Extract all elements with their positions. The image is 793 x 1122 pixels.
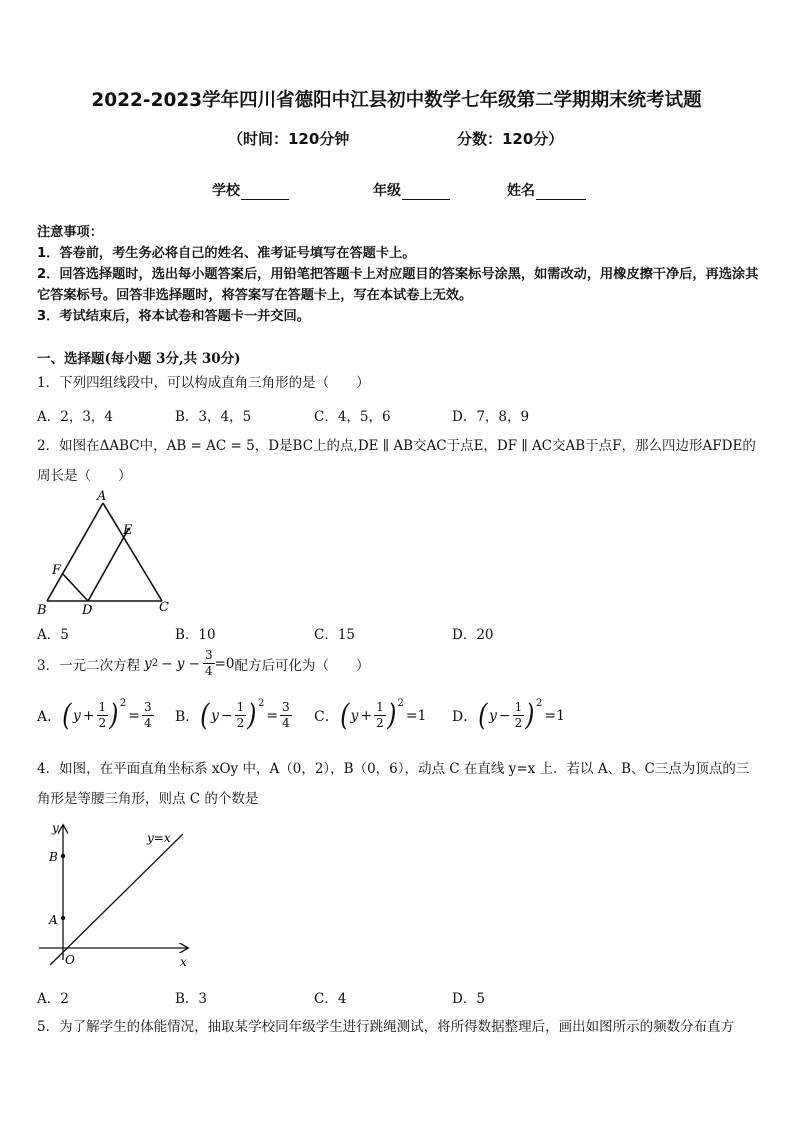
name-blank[interactable] — [536, 185, 586, 200]
q2-option-b[interactable]: B．10 — [175, 627, 216, 643]
label-e: E — [123, 523, 133, 538]
q3-option-c[interactable]: C． ( y + $\frac{1}{2}$ ) $^2$ =1 — [314, 698, 427, 733]
label-d: D — [82, 603, 93, 618]
exam-time: （时间：120分钟 — [228, 130, 350, 148]
notice-block — [37, 222, 762, 327]
q2-option-c[interactable]: C．15 — [314, 627, 356, 643]
label-f: F — [52, 563, 62, 578]
point-a — [61, 916, 65, 920]
segment-de — [88, 528, 129, 601]
label-b: B — [37, 603, 47, 618]
q5-stem: 5．为了解学生的体能情况，抽取某学校同年级学生进行跳绳测试，将所得数据整理后，画出如图所示的频数分布直方 — [37, 1019, 735, 1035]
q3-option-a[interactable]: A． ( y + $\frac{1}{2}$ ) $^2$ = $\frac{3}{4}$ — [37, 698, 152, 733]
origin-label: O — [65, 953, 75, 967]
school-blank[interactable] — [241, 185, 289, 200]
line-y-equals-x — [50, 834, 183, 965]
q2-stem: 2．如图在ΔABC中，AB = AC = 5，D是BC上的点,DE ∥ AB交AC于点E，DF ∥ AC交AB于点F，那么四边形AFDE的周长是（ ） — [37, 438, 756, 484]
q1-option-b[interactable]: B．3，4，5 — [175, 409, 252, 425]
q4-option-a[interactable]: A．2 — [37, 991, 69, 1007]
point-b-label: B — [49, 850, 58, 864]
q1-option-c[interactable]: C．4，5，6 — [314, 409, 391, 425]
grade-blank[interactable] — [402, 185, 450, 200]
notice-item-2: 2．回答选择题时，选出每小题答案后，用铅笔把答题卡上对应题目的答案标号涂黑，如需改动，用橡皮擦干净后，再选涂其它答案标号。回答非选择题时，将答案写在答题卡上，写在本试卷上无效。 — [37, 267, 759, 303]
q2-triangle-figure — [33, 487, 183, 619]
q3-stem: 3．一元二次方程 y 2 − y − $\frac{3}{4}$ =0 配方后可化为（ ） — [37, 648, 370, 678]
q1-stem: 1．下列四组线段中，可以构成直角三角形的是（ ） — [37, 375, 370, 391]
exam-score: 分数：120分） — [457, 130, 564, 148]
side-ac — [103, 503, 162, 601]
q3-stem-mid: − y − — [161, 655, 200, 672]
q3-option-b[interactable]: B． ( y − $\frac{1}{2}$ ) $^2$ = $\frac{3}{4}$ — [175, 698, 290, 733]
q3-stem-rhs: =0 — [214, 655, 235, 672]
q4-option-c[interactable]: C．4 — [314, 991, 347, 1007]
school-field[interactable] — [212, 180, 289, 200]
notice-item-1: 1．答卷前，考生务必将自己的姓名、准考证号填写在答题卡上。 — [37, 246, 416, 261]
q3-stem-var: y — [144, 655, 152, 672]
section-heading: 一、选择题(每小题 3分,共 30分) — [37, 351, 241, 367]
q2-option-d[interactable]: D．20 — [452, 627, 494, 643]
q3-stem-fraction: $\frac{3}{4}$ — [204, 648, 213, 678]
label-c: C — [159, 600, 169, 615]
x-axis-label: x — [180, 955, 187, 969]
q4-option-d[interactable]: D．5 — [452, 991, 485, 1007]
school-label: 学校 — [212, 183, 240, 199]
q3-stem-suffix: 配方后可化为（ ） — [234, 657, 370, 674]
notice-heading: 注意事项： — [37, 225, 103, 240]
page-title: 2022-2023学年四川省德阳中江县初中数学七年级第二学期期末统考试题 — [91, 90, 702, 111]
point-a-label: A — [49, 913, 58, 927]
q3-stem-prefix: 3．一元二次方程 — [37, 657, 141, 674]
q4-coordinate-figure — [33, 818, 193, 974]
q2-option-a[interactable]: A．5 — [37, 627, 69, 643]
segment-df — [62, 573, 88, 601]
q1-option-d[interactable]: D．7，8，9 — [452, 409, 530, 425]
label-a: A — [97, 489, 107, 504]
q4-option-b[interactable]: B．3 — [175, 991, 208, 1007]
line-label: y=x — [147, 831, 171, 845]
q4-stem: 4．如图，在平面直角坐标系 xOy 中，A（0，2），B（0，6），动点 C 在直线 y=x 上．若以 A、B、C三点为顶点的三角形是等腰三角形，则点 C 的个数是 — [37, 761, 750, 807]
grade-field[interactable] — [373, 180, 450, 200]
notice-item-3: 3．考试结束后，将本试卷和答题卡一并交回。 — [37, 309, 310, 324]
grade-label: 年级 — [373, 183, 401, 199]
q3-option-d[interactable]: D． ( y − $\frac{1}{2}$ ) $^2$ =1 — [452, 698, 565, 733]
y-axis-label: y — [52, 821, 59, 835]
point-b — [61, 854, 65, 858]
name-label: 姓名 — [507, 183, 535, 199]
q1-option-a[interactable]: A．2，3，4 — [37, 409, 114, 425]
name-field[interactable] — [507, 180, 586, 200]
